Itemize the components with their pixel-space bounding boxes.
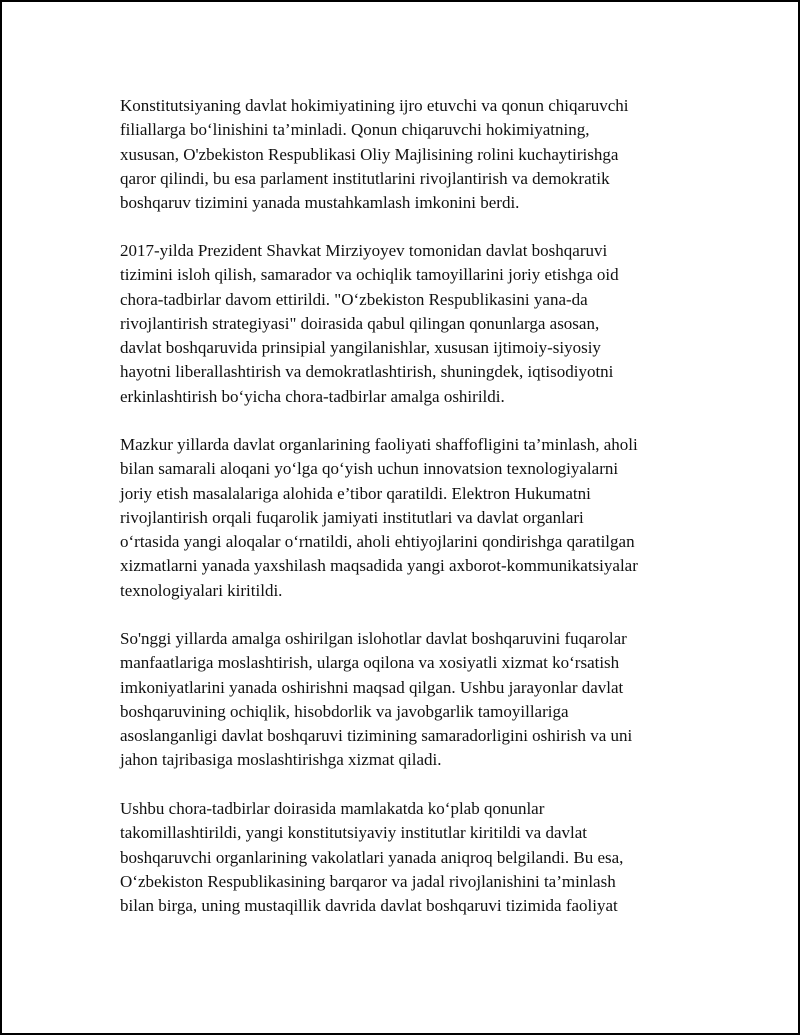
text-line: bilan samarali aloqani yo‘lga qo‘yish uchun innovatsion texnologiyalarni (120, 459, 619, 479)
text-line: manfaatlariga moslashtirish, ularga oqilona va xosiyatli xizmat ko‘rsatish (120, 653, 620, 673)
text-line: 2017-yilda Prezident Shavkat Mirziyoyev tomonidan davlat boshqaruvi (120, 241, 608, 260)
text-line: tizimini isloh qilish, samarador va ochiqlik tamoyillarini joriy etishga oid (120, 265, 619, 285)
text-line: davlat boshqaruvida prinsipial yangilanishlar, xususan ijtimoiy-siyosiy (120, 338, 601, 358)
text-line: jahon tajribasiga moslashtirishga xizmat qiladi. (120, 750, 442, 770)
paragraph-3 (120, 433, 638, 603)
text-line: rivojlantirish strategiyasi" doirasida qabul qilingan qonunlarga asosan, (120, 313, 600, 333)
text-line: So'nggi yillarda amalga oshirilgan islohotlar davlat boshqaruvini fuqarolar (120, 629, 627, 648)
text-line: joriy etish masalalariga alohida e’tibor qaratildi. Elektron Hukumatni (120, 483, 591, 503)
text-line: takomillashtirildi, yangi konstitutsiyaviy institutlar kiritildi va davlat (120, 823, 587, 843)
text-line: boshqaruv tizimini yanada mustahkamlash imkonini berdi. (120, 193, 520, 213)
text-line: erkinlashtirish bo‘yicha chora-tadbirlar amalga oshirildi. (120, 386, 505, 406)
text-line: bilan birga, uning mustaqillik davrida davlat boshqaruvi tizimida faoliyat (120, 896, 618, 916)
text-line: o‘rtasida yangi aloqalar o‘rnatildi, aholi ehtiyojlarini qondirishga qaratilgan (120, 532, 635, 552)
text-line: chora-tadbirlar davom ettirildi. "O‘zbekiston Respublikasini yana-da (120, 289, 588, 309)
paragraph-2 (120, 239, 619, 409)
text-line: imkoniyatlarini yanada oshirishni maqsad qilgan. Ushbu jarayonlar davlat (120, 677, 624, 697)
text-line: Konstitutsiyaning davlat hokimiyatining ijro etuvchi va qonun chiqaruvchi (120, 96, 629, 115)
text-line: filiallarga bo‘linishini ta’minladi. Qonun chiqaruvchi hokimiyatning, (120, 120, 590, 140)
paragraph-1 (120, 94, 629, 215)
paragraph-5 (120, 797, 623, 918)
text-line: boshqaruvining ochiqlik, hisobdorlik va javobgarlik tamoyillariga (120, 701, 569, 721)
text-line: asoslanganligi davlat boshqaruvi tizimining samaradorligini oshirish va uni (120, 726, 633, 746)
paragraph-4 (120, 627, 632, 773)
text-line: Mazkur yillarda davlat organlarining faoliyati shaffofligini ta’minlash, aholi (120, 435, 638, 454)
text-line: texnologiyalari kiritildi. (120, 580, 283, 600)
text-line: rivojlantirish orqali fuqarolik jamiyati institutlari va davlat organlari (120, 507, 584, 527)
text-line: boshqaruvchi organlarining vakolatlari yanada aniqroq belgilandi. Bu esa, (120, 847, 624, 867)
text-line: Ushbu chora-tadbirlar doirasida mamlakatda ko‘plab qonunlar (120, 799, 545, 818)
text-line: O‘zbekiston Respublikasining barqaror va jadal rivojlanishini ta’minlash (120, 871, 616, 891)
text-line: xizmatlarni yanada yaxshilash maqsadida yangi axborot-kommunikatsiyalar (120, 556, 638, 576)
text-line: qaror qilindi, bu esa parlament institutlarini rivojlantirish va demokratik (120, 168, 610, 188)
text-line: hayotni liberallashtirish va demokratlashtirish, shuningdek, iqtisodiyotni (120, 362, 614, 382)
text-line: xususan, O'zbekiston Respublikasi Oliy Majlisining rolini kuchaytirishga (120, 144, 619, 164)
